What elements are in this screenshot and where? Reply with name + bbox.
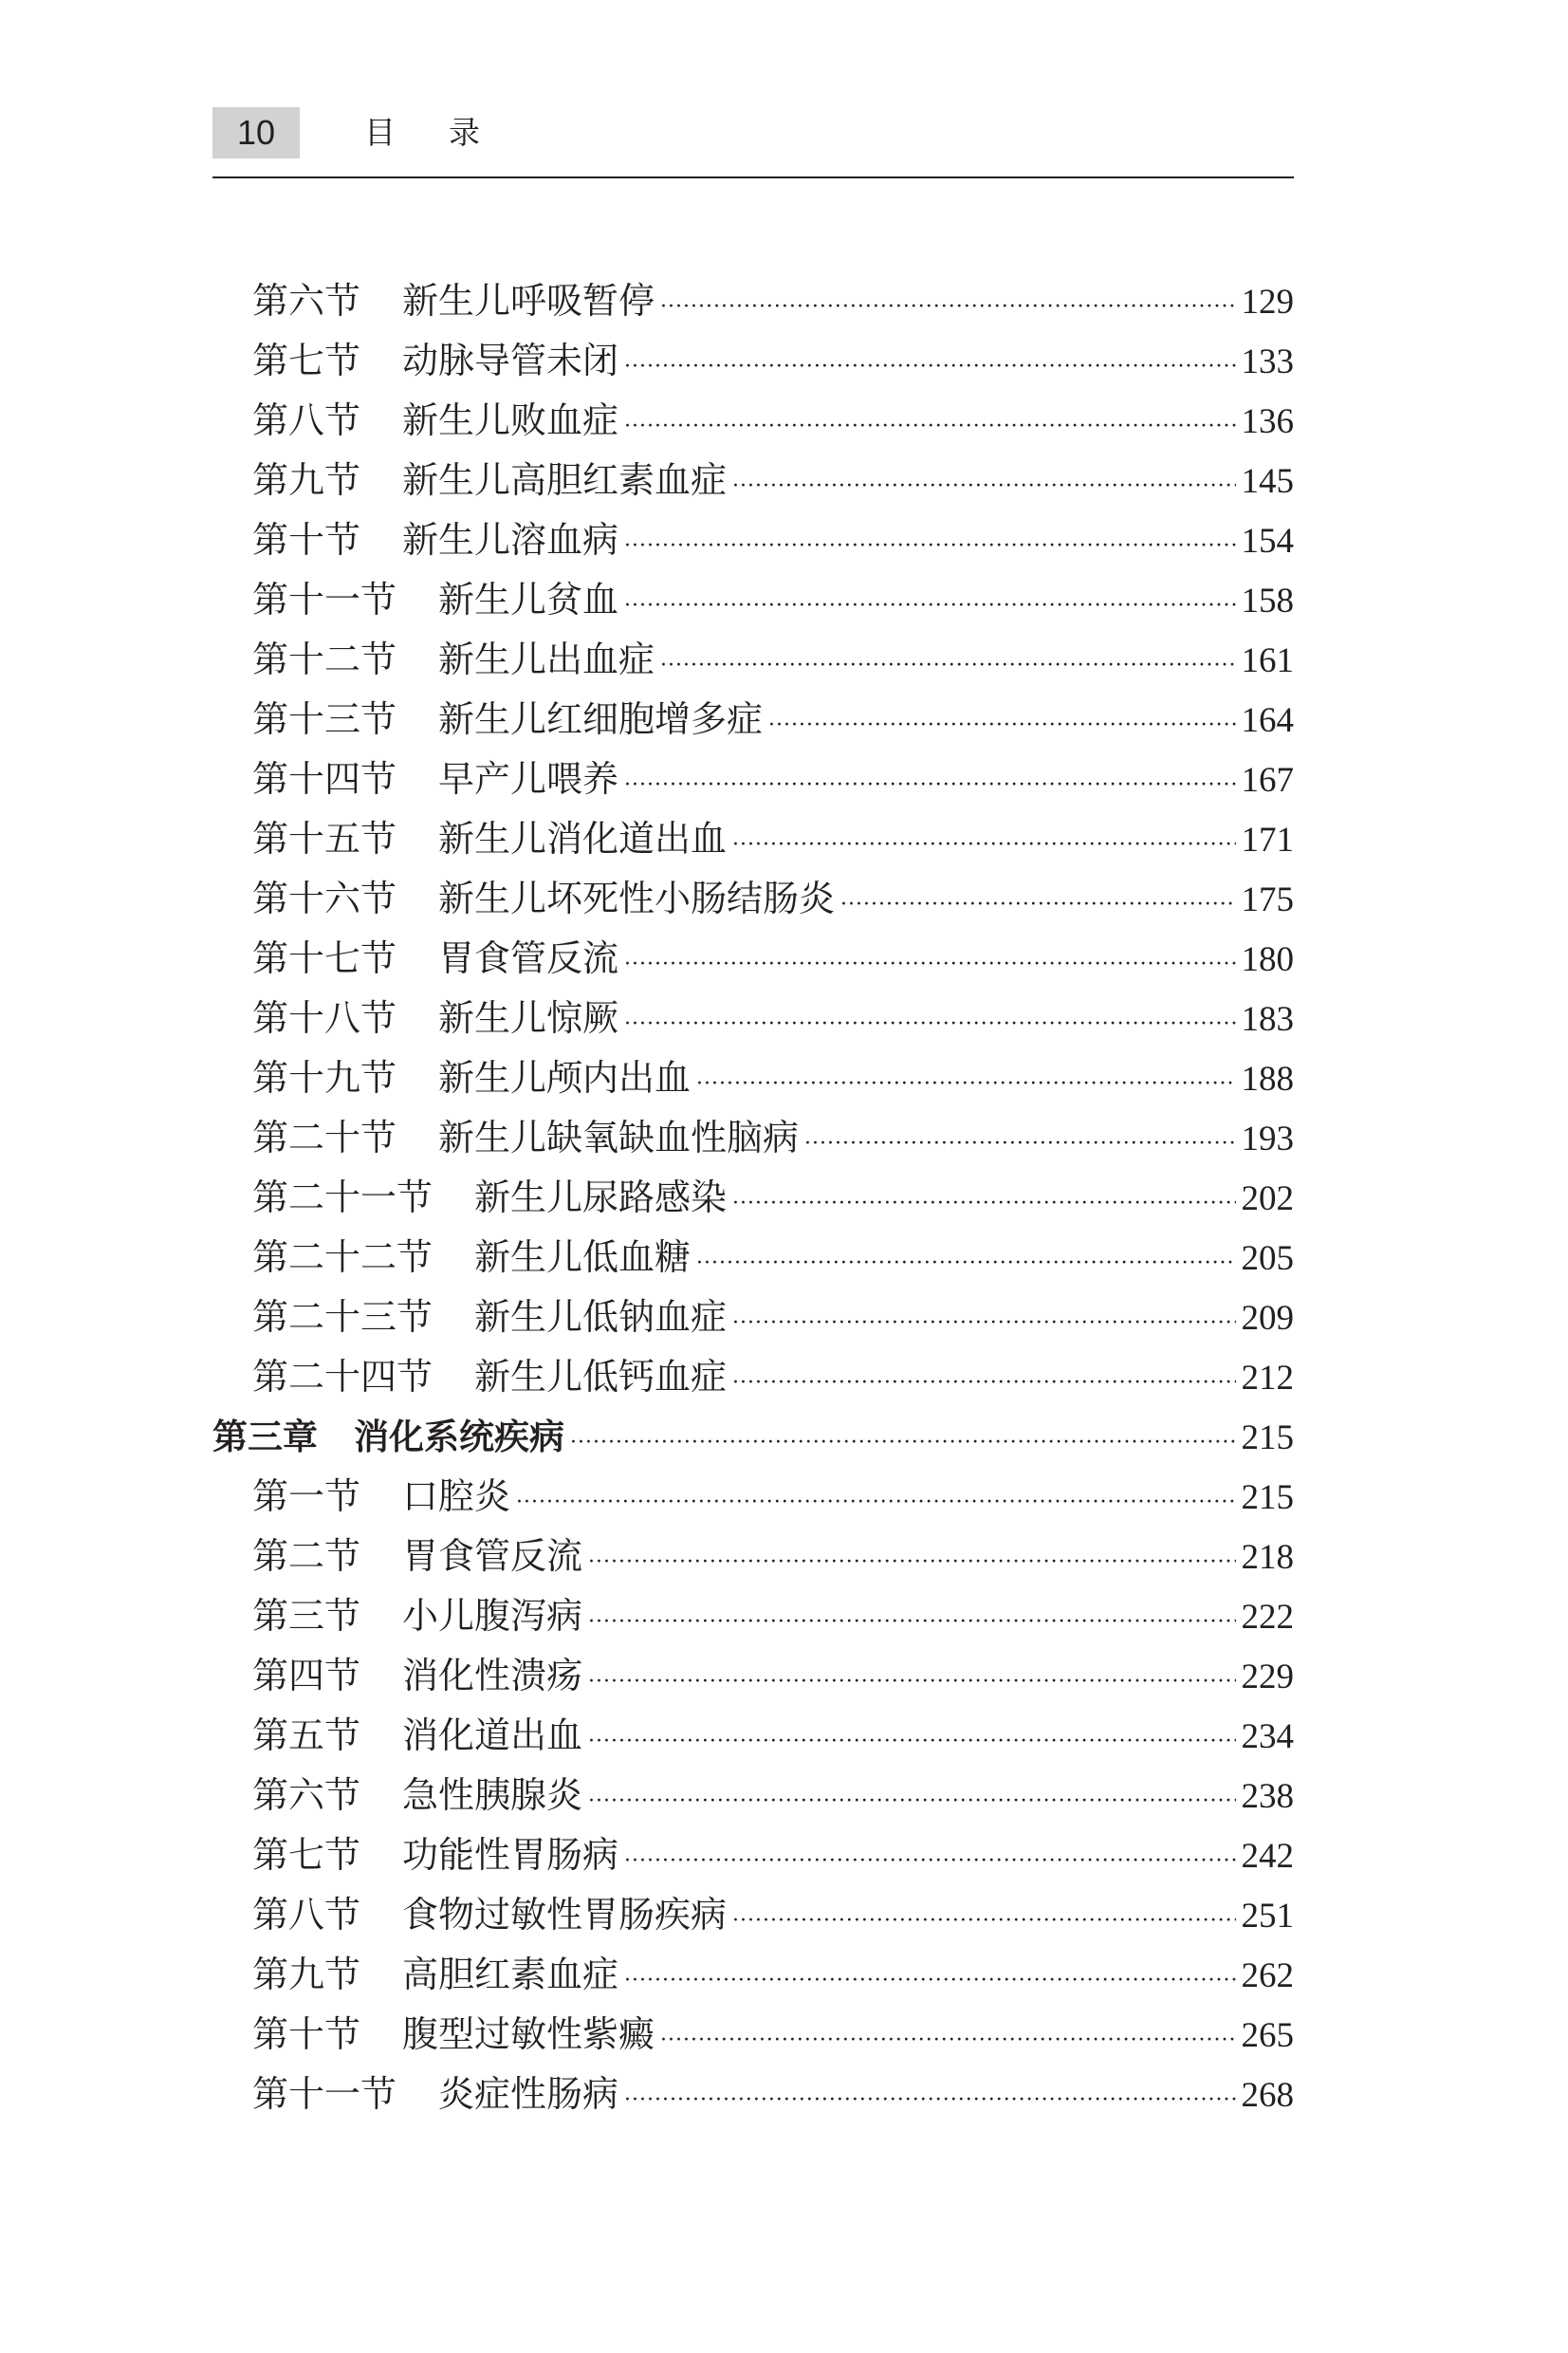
- toc-entry-number: 第六节: [252, 1774, 361, 1816]
- toc-entry-title: 炎症性肠病: [438, 2073, 619, 2115]
- toc-entry-number: 第二十四节: [252, 1356, 434, 1398]
- toc-entry-number: 第十三节: [252, 698, 397, 740]
- toc-entry-title: 新生儿出血症: [438, 639, 655, 680]
- toc-entry-title: 消化道出血: [402, 1714, 583, 1756]
- toc-dot-leader: [732, 456, 1235, 516]
- toc-dot-leader: [570, 1413, 1236, 1473]
- toc-dot-leader: [624, 994, 1235, 1054]
- toc-section-entry[interactable]: [212, 1646, 1294, 1706]
- toc-entry-number: 第二十二节: [252, 1236, 434, 1278]
- toc-entry-page: 212: [1241, 1359, 1294, 1398]
- toc-entry-number: 第八节: [252, 1894, 361, 1936]
- toc-entry-page: 215: [1241, 1418, 1294, 1457]
- toc-section-entry[interactable]: [212, 750, 1294, 809]
- toc-entry-number: 第二十节: [252, 1117, 397, 1158]
- toc-section-entry[interactable]: [212, 1467, 1294, 1527]
- toc-entry-number: 第二十一节: [252, 1176, 434, 1218]
- toc-section-entry[interactable]: [212, 869, 1294, 929]
- toc-dot-leader: [588, 1532, 1235, 1592]
- toc-entry-page: 193: [1241, 1120, 1294, 1158]
- toc-entry-title: 胃食管反流: [402, 1535, 583, 1577]
- toc-entry-page: 133: [1241, 343, 1294, 381]
- toc-entry-page: 136: [1241, 402, 1294, 441]
- toc-entry-page: 209: [1241, 1299, 1294, 1338]
- toc-dot-leader: [732, 1174, 1235, 1233]
- toc-entry-title: 急性胰腺炎: [402, 1774, 583, 1816]
- toc-entry-page: 205: [1241, 1239, 1294, 1278]
- toc-dot-leader: [660, 2010, 1235, 2070]
- toc-dot-leader: [768, 695, 1235, 755]
- toc-dot-leader: [624, 1951, 1235, 2010]
- toc-entry-title: 新生儿坏死性小肠结肠炎: [438, 878, 836, 919]
- toc-dot-leader: [696, 1054, 1235, 1114]
- toc-entry-title: 高胆红素血症: [402, 1954, 619, 1995]
- toc-dot-leader: [732, 815, 1235, 875]
- toc-entry-number: 第十五节: [252, 818, 397, 860]
- toc-dot-leader: [624, 397, 1235, 456]
- toc-entry-page: 188: [1241, 1060, 1294, 1099]
- toc-entry-title: 新生儿尿路感染: [474, 1176, 728, 1218]
- toc-entry-number: 第十节: [252, 519, 361, 561]
- toc-dot-leader: [732, 1891, 1235, 1951]
- toc-entry-title: 新生儿低钠血症: [474, 1296, 728, 1338]
- toc-entry-title: 消化性溃疡: [402, 1655, 583, 1696]
- toc-section-entry[interactable]: [212, 630, 1294, 690]
- toc-entry-number: 第七节: [252, 340, 361, 381]
- toc-entry-page: 222: [1241, 1598, 1294, 1637]
- toc-entry-page: 265: [1241, 2016, 1294, 2055]
- toc-entry-page: 154: [1241, 522, 1294, 561]
- toc-section-entry[interactable]: [212, 510, 1294, 570]
- toc-dot-leader: [588, 1712, 1235, 1771]
- toc-entry-title: 早产儿喂养: [438, 758, 619, 800]
- toc-dot-leader: [588, 1771, 1235, 1831]
- toc-dot-leader: [624, 2070, 1235, 2130]
- toc-dot-leader: [696, 1233, 1235, 1293]
- running-header: [212, 100, 1294, 177]
- toc-entry-title: 新生儿惊厥: [438, 997, 619, 1039]
- toc-dot-leader: [624, 755, 1235, 815]
- toc-entry-title: 新生儿败血症: [402, 399, 619, 441]
- toc-section-entry[interactable]: [212, 929, 1294, 989]
- toc-entry-number: 第十四节: [252, 758, 397, 800]
- toc-entry-page: 215: [1241, 1478, 1294, 1517]
- toc-entry-page: 180: [1241, 940, 1294, 979]
- toc-entry-title: 新生儿消化道出血: [438, 818, 728, 860]
- toc-entry-title: 新生儿高胆红素血症: [402, 459, 728, 501]
- toc-dot-leader: [660, 636, 1235, 695]
- header-divider: [212, 176, 1294, 178]
- toc-entry-page: 145: [1241, 462, 1294, 501]
- toc-entry-page: 161: [1241, 641, 1294, 680]
- page-number: 10: [236, 113, 276, 152]
- toc-entry-page: 183: [1241, 1000, 1294, 1039]
- toc-section-entry[interactable]: [212, 1527, 1294, 1586]
- toc-entry-page: 202: [1241, 1179, 1294, 1218]
- toc-entry-page: 238: [1241, 1777, 1294, 1816]
- toc-entry-page: 229: [1241, 1658, 1294, 1696]
- toc-dot-leader: [624, 576, 1235, 636]
- toc-entry-page: 129: [1241, 283, 1294, 322]
- toc-dot-leader: [804, 1114, 1235, 1174]
- toc-section-entry[interactable]: [212, 1885, 1294, 1945]
- toc-section-entry[interactable]: [212, 331, 1294, 391]
- toc-entry-page: 268: [1241, 2076, 1294, 2115]
- toc-dot-leader: [624, 516, 1235, 576]
- toc-section-entry[interactable]: [212, 1168, 1294, 1228]
- toc-entry-number: 第十七节: [252, 937, 397, 979]
- toc-entry-page: 251: [1241, 1897, 1294, 1936]
- toc-dot-leader: [624, 935, 1235, 994]
- toc-entry-number: 第九节: [252, 459, 361, 501]
- toc-entry-number: 第二节: [252, 1535, 361, 1577]
- toc-dot-leader: [588, 1592, 1235, 1652]
- toc-entry-title: 新生儿缺氧缺血性脑病: [438, 1117, 800, 1158]
- toc-entry-number: 第三章: [212, 1417, 318, 1457]
- toc-dot-leader: [732, 1353, 1235, 1413]
- toc-chapter-entry[interactable]: [212, 1407, 1294, 1467]
- toc-entry-title: 新生儿颅内出血: [438, 1057, 692, 1099]
- toc-entry-number: 第十二节: [252, 639, 397, 680]
- toc-entry-page: 171: [1241, 821, 1294, 860]
- toc-entry-number: 第五节: [252, 1714, 361, 1756]
- toc-entry-number: 第八节: [252, 399, 361, 441]
- toc-entry-number: 第十六节: [252, 878, 397, 919]
- toc-section-entry[interactable]: [212, 1706, 1294, 1766]
- toc-entry-number: 第十节: [252, 2013, 361, 2055]
- toc-entry-number: 第四节: [252, 1655, 361, 1696]
- toc-section-entry[interactable]: [212, 1945, 1294, 2005]
- toc-entry-page: 242: [1241, 1837, 1294, 1876]
- toc-entry-title: 新生儿溶血病: [402, 519, 619, 561]
- toc-section-entry[interactable]: [212, 1825, 1294, 1885]
- toc-entry-page: 167: [1241, 761, 1294, 800]
- toc-entry-page: 158: [1241, 582, 1294, 621]
- toc-entry-title: 食物过敏性胃肠疾病: [402, 1894, 728, 1936]
- toc-entry-title: 口腔炎: [402, 1475, 511, 1517]
- toc-dot-leader: [732, 1293, 1235, 1353]
- toc-entry-number: 第六节: [252, 280, 361, 322]
- toc-entry-title: 功能性胃肠病: [402, 1834, 619, 1876]
- toc-entry-number: 第三节: [252, 1595, 361, 1637]
- toc-entry-number: 第二十三节: [252, 1296, 434, 1338]
- toc-dot-leader: [624, 337, 1235, 397]
- toc-entry-title: 腹型过敏性紫癜: [402, 2013, 655, 2055]
- toc-section-entry[interactable]: [212, 690, 1294, 750]
- toc-entry-title: 新生儿低血糖: [474, 1236, 692, 1278]
- toc-entry-title: 新生儿红细胞增多症: [438, 698, 764, 740]
- toc-section-entry[interactable]: [212, 989, 1294, 1048]
- header-title: 目录: [364, 114, 533, 151]
- toc-entry-page: 164: [1241, 701, 1294, 740]
- toc-section-entry[interactable]: [212, 1288, 1294, 1347]
- toc-entry-title: 胃食管反流: [438, 937, 619, 979]
- toc-dot-leader: [624, 1831, 1235, 1891]
- toc-section-entry[interactable]: [212, 1586, 1294, 1646]
- toc-section-entry[interactable]: [212, 1228, 1294, 1288]
- toc-entry-title: 新生儿呼吸暂停: [402, 280, 655, 322]
- toc-section-entry[interactable]: [212, 1048, 1294, 1108]
- toc-section-entry[interactable]: [212, 809, 1294, 869]
- toc-section-entry[interactable]: [212, 391, 1294, 451]
- toc-entry-page: 218: [1241, 1538, 1294, 1577]
- toc-section-entry[interactable]: [212, 451, 1294, 510]
- toc-entry-number: 第十九节: [252, 1057, 397, 1099]
- table-of-contents: [212, 271, 1294, 2124]
- toc-entry-number: 第九节: [252, 1954, 361, 1995]
- toc-entry-page: 175: [1241, 880, 1294, 919]
- toc-entry-number: 第十一节: [252, 2073, 397, 2115]
- toc-section-entry[interactable]: [212, 1347, 1294, 1407]
- toc-section-entry[interactable]: [212, 271, 1294, 331]
- toc-section-entry[interactable]: [212, 2065, 1294, 2124]
- toc-entry-title: 新生儿贫血: [438, 579, 619, 621]
- toc-dot-leader: [660, 277, 1235, 337]
- toc-entry-number: 第七节: [252, 1834, 361, 1876]
- toc-entry-title: 新生儿低钙血症: [474, 1356, 728, 1398]
- toc-dot-leader: [516, 1473, 1235, 1532]
- toc-section-entry[interactable]: [212, 1766, 1294, 1825]
- toc-entry-title: 动脉导管未闭: [402, 340, 619, 381]
- toc-entry-title: 小儿腹泻病: [402, 1595, 583, 1637]
- toc-dot-leader: [840, 875, 1235, 935]
- toc-entry-number: 第一节: [252, 1475, 361, 1517]
- toc-entry-page: 234: [1241, 1717, 1294, 1756]
- toc-entry-title: 消化系统疾病: [354, 1417, 564, 1457]
- toc-entry-page: 262: [1241, 1956, 1294, 1995]
- toc-section-entry[interactable]: [212, 1108, 1294, 1168]
- toc-section-entry[interactable]: [212, 2005, 1294, 2065]
- toc-entry-number: 第十八节: [252, 997, 397, 1039]
- toc-entry-number: 第十一节: [252, 579, 397, 621]
- toc-dot-leader: [588, 1652, 1235, 1712]
- toc-section-entry[interactable]: [212, 570, 1294, 630]
